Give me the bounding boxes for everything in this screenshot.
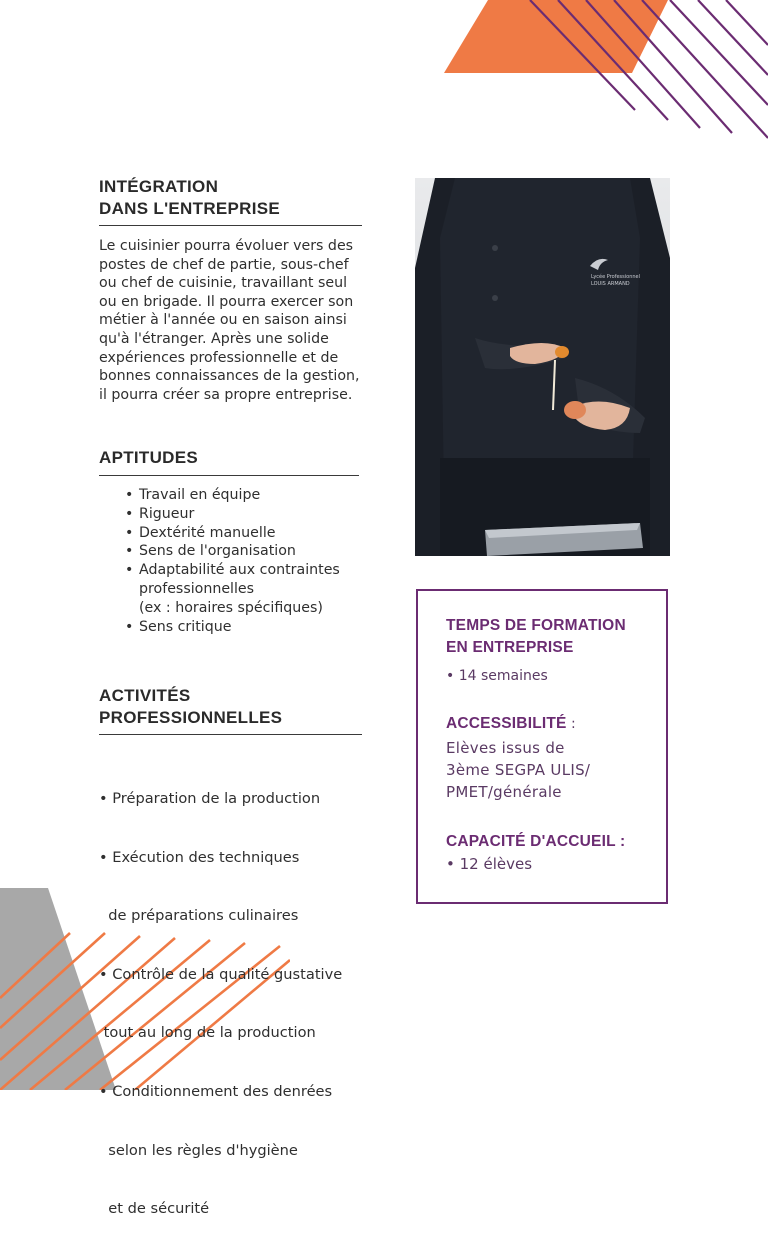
orange-parallelogram [444, 0, 668, 73]
bullet: • [125, 618, 134, 635]
list-item: • Conditionnement des denrées [99, 1082, 333, 1100]
list-item [125, 618, 385, 637]
svg-text:LOUIS ARMAND: LOUIS ARMAND [591, 281, 630, 287]
accessibility-line: PMET/générale [446, 783, 562, 801]
integration-title [99, 176, 280, 220]
list-item [125, 542, 385, 561]
list-item: et de sécurité [99, 1200, 210, 1218]
aptitude-text: Rigueur [139, 505, 195, 522]
aptitudes-divider [99, 475, 359, 476]
list-item [125, 486, 385, 505]
integration-line: postes de chef de partie, sous-chef [99, 256, 349, 273]
chef-photo [415, 178, 670, 556]
integration-title-line1: INTÉGRATION [99, 177, 219, 196]
formation-title-line2: EN ENTREPRISE [446, 639, 574, 656]
list-item: • Exécution des techniques [99, 848, 300, 866]
accessibility-colon: : [566, 716, 576, 732]
list-item [125, 561, 385, 617]
integration-line: Le cuisinier pourra évoluer vers des [99, 238, 354, 254]
aptitude-text: Travail en équipe [139, 487, 261, 503]
integration-line: qu'à l'étranger. Après une solide [99, 330, 329, 347]
accessibility-line: Elèves issus de [446, 739, 565, 757]
accessibility-line: 3ème SEGPA ULIS/ [446, 761, 591, 779]
integration-line: ou en brigade. Il pourra exercer son [99, 293, 354, 310]
activites-title-line1: ACTIVITÉS [99, 686, 191, 705]
bullet: • [125, 505, 134, 522]
activites-title-line2: PROFESSIONNELLES [99, 708, 283, 727]
activites-divider [99, 734, 362, 735]
formation-title-line1: TEMPS DE FORMATION [446, 617, 626, 634]
aptitude-text: professionnelles [139, 580, 255, 597]
aptitudes-title: APTITUDES [99, 448, 199, 467]
integration-line: expériences professionnelle et de [99, 349, 339, 366]
svg-text:Lycée Professionnel: Lycée Professionnel [591, 274, 641, 280]
aptitude-text: Dextérité manuelle [139, 524, 276, 541]
aptitude-text: (ex : horaires spécifiques) [139, 599, 323, 616]
list-item [125, 505, 385, 524]
capacity-title: CAPACITÉ D'ACCUEIL : [446, 833, 626, 850]
bullet: • [125, 543, 134, 560]
aptitudes-list [125, 486, 385, 636]
integration-line: ou chef de cuisinie, travaillant seul [99, 275, 348, 292]
aptitude-text: Adaptabilité aux contraintes [139, 562, 340, 579]
list-item: selon les règles d'hygiène [99, 1141, 298, 1159]
list-item: de préparations culinaires [99, 907, 299, 925]
top-right-decoration [430, 0, 768, 140]
aptitude-text: Sens critique [139, 618, 232, 635]
bullet: • [125, 524, 134, 541]
integration-divider [99, 225, 362, 226]
list-item: • Contrôle de la qualité gustative [99, 965, 343, 983]
list-item: • Préparation de la production [99, 790, 321, 807]
bullet: • [125, 487, 134, 503]
info-box [416, 589, 668, 904]
list-item [125, 524, 385, 543]
integration-paragraph [99, 237, 374, 404]
formation-value: • 14 semaines [446, 668, 548, 684]
integration-line: bonnes connaissances de la gestion, [99, 368, 360, 385]
bullet: • [125, 562, 134, 579]
accessibility-text [446, 737, 590, 803]
accessibility-title: ACCESSIBILITÉ [446, 715, 567, 732]
integration-title-line2: DANS L'ENTREPRISE [99, 199, 281, 218]
list-item: tout au long de la production [99, 1024, 316, 1042]
integration-line: métier à l'année ou en saison ainsi [99, 312, 347, 329]
aptitude-text: Sens de l'organisation [139, 543, 296, 560]
activites-list [99, 751, 389, 1239]
capacity-value: • 12 élèves [446, 855, 533, 873]
activites-title [99, 685, 282, 729]
integration-line: il pourra créer sa propre entreprise. [99, 386, 353, 403]
